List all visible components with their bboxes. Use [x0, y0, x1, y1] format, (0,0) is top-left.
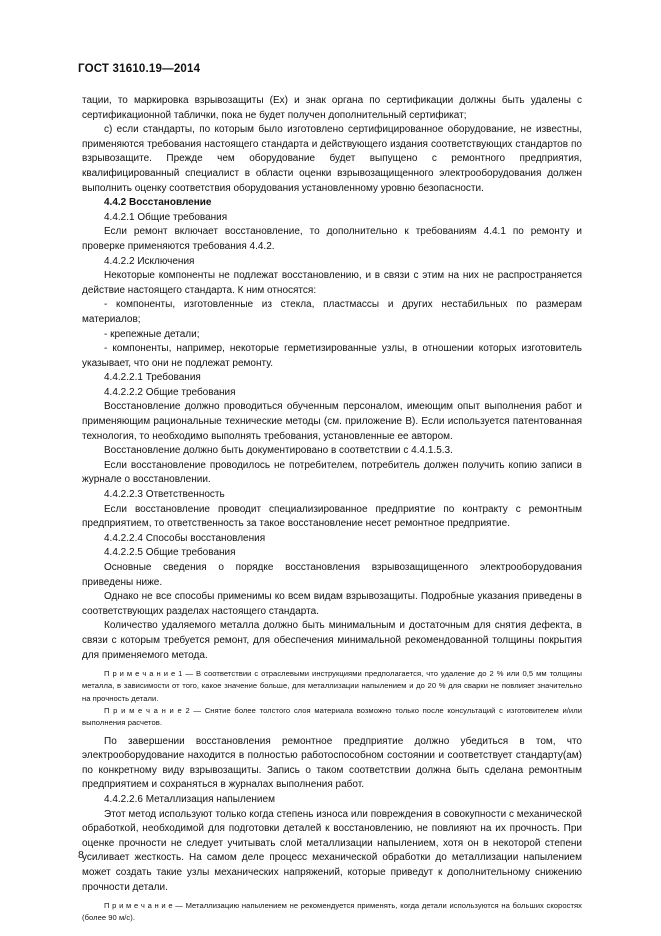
subsection-heading: 4.4.2.2.6 Металлизация напылением — [104, 794, 275, 806]
note-2: П р и м е ч а н и е 2 — Снятие более толстого слоя материала возможно только после консультаций с изготовителем и/или выполнения расчетов. — [82, 706, 582, 728]
list-item: - компоненты, изготовленные из стекла, пластмассы и других нестабильных по размерам материалов; — [82, 299, 582, 325]
subsection-heading: 4.4.2.2.5 Общие требования — [104, 547, 236, 559]
paragraph: По завершении восстановления ремонтное предприятие должно убедиться в том, что электрооборудование находится в полностью работоспособном состоянии и соответствует стандарту(ам) по конкретному виду взрывозащиты. Запись о таком соответствии должна быть сделана ремонтным предприятием и сохраняться в журналах выполнения работ. — [82, 735, 582, 791]
subsection-heading: 4.4.2.2.2 Общие требования — [104, 386, 236, 398]
document-body — [82, 94, 582, 925]
paragraph: Этот метод используют только когда степень износа или повреждения в совокупности с механической обработкой, необходимой для подготовки деталей к восстановлению, не повлияют на их прочность. При оценке прочности не следует учитывать слой металлизации напылением, хотя он в некоторой степени усиливает жесткость. На самом деле процесс механической обработки до металлизации напылением может создать такие узлы механических напряжений, которые приведут к дополнительному снижению прочности детали. — [82, 808, 582, 893]
note-1: П р и м е ч а н и е 1 — В соответствии с отраслевыми инструкциями предполагается, что удаление до 2 % или 0,5 мм толщины металла, в зависимости от того, какое значение больше, для металлизации напылением и до 20 % для сварки не повлияет значительно на прочность детали. — [82, 669, 582, 703]
note-3: П р и м е ч а н и е — Металлизацию напылением не рекомендуется применять, когда детали используются на больших скоростях (более 90 м/с). — [82, 901, 582, 923]
paragraph: Восстановление должно быть документировано в соответствии с 4.4.1.5.3. — [104, 445, 453, 457]
subsection-heading: 4.4.2.2.4 Способы восстановления — [104, 532, 266, 544]
paragraph: Восстановление должно проводиться обученным персоналом, имеющим опыт выполнения работ и применяющим рациональные технические методы (см. приложение В). Если используется патентованная технология, то необходимо выполнять требования, установленные ее автором. — [82, 401, 582, 442]
subsection-heading: 4.4.2.2.3 Ответственность — [104, 489, 225, 501]
subsection-heading: 4.4.2.2 Исключения — [104, 255, 195, 267]
section-heading: 4.4.2 Восстановление — [104, 197, 212, 209]
paragraph: Некоторые компоненты не подлежат восстановлению, и в связи с этим на них не распространяется действие настоящего стандарта. К ним относятся: — [82, 270, 582, 296]
page-number: 8 — [78, 849, 84, 861]
paragraph: Основные сведения о порядке восстановления взрывозащищенного электрооборудования приведены ниже. — [82, 562, 582, 588]
list-item: - компоненты, например, некоторые герметизированные узлы, в отношении которых изготовитель указывает, что они не подлежат ремонту. — [82, 343, 582, 369]
document-header: ГОСТ 31610.19—2014 — [78, 63, 201, 75]
list-item: - крепежные детали; — [104, 328, 200, 340]
paragraph: Если восстановление проводит специализированное предприятие по контракту с ремонтным предприятием, то ответственность за такое восстановление несет ремонтное предприятие. — [82, 503, 582, 530]
paragraph: Если восстановление проводилось не потребителем, потребитель должен получить копию записи в журнале о восстановлении. — [82, 459, 582, 486]
paragraph: Однако не все способы применимы ко всем видам взрывозащиты. Подробные указания приведены в соответствующих разделах настоящего стандарта. — [82, 591, 582, 617]
subsection-heading: 4.4.2.1 Общие требования — [104, 211, 228, 223]
paragraph: с) если стандарты, по которым было изготовлено сертифицированное оборудование, не известны, применяются требования настоящего стандарта и действующего издания соответствующих стандартов по взрывозащите. Прежде чем оборудование будет выпущено с ремонтного предприятия, квалифицированный специалист в области оценки взрывозащищенного электрооборудования должен выполнить оценку соответствия оборудования установленному уровню безопасности. — [82, 124, 582, 194]
paragraph: Количество удаляемого металла должно быть минимальным и достаточным для снятия дефекта, в связи с которым требуется ремонт, для обеспечения минимальной рекомендованной толщины покрытия для применяемого метода. — [82, 620, 582, 661]
paragraph: тации, то маркировка взрывозащиты (Ex) и знак органа по сертификации должны быть удалены с сертификационной таблички, пока не будет получен дополнительный сертификат; — [82, 95, 582, 121]
subsection-heading: 4.4.2.2.1 Требования — [104, 372, 201, 384]
paragraph: Если ремонт включает восстановление, то дополнительно к требованиям 4.4.1 по ремонту и проверке применяются требования 4.4.2. — [82, 226, 582, 252]
